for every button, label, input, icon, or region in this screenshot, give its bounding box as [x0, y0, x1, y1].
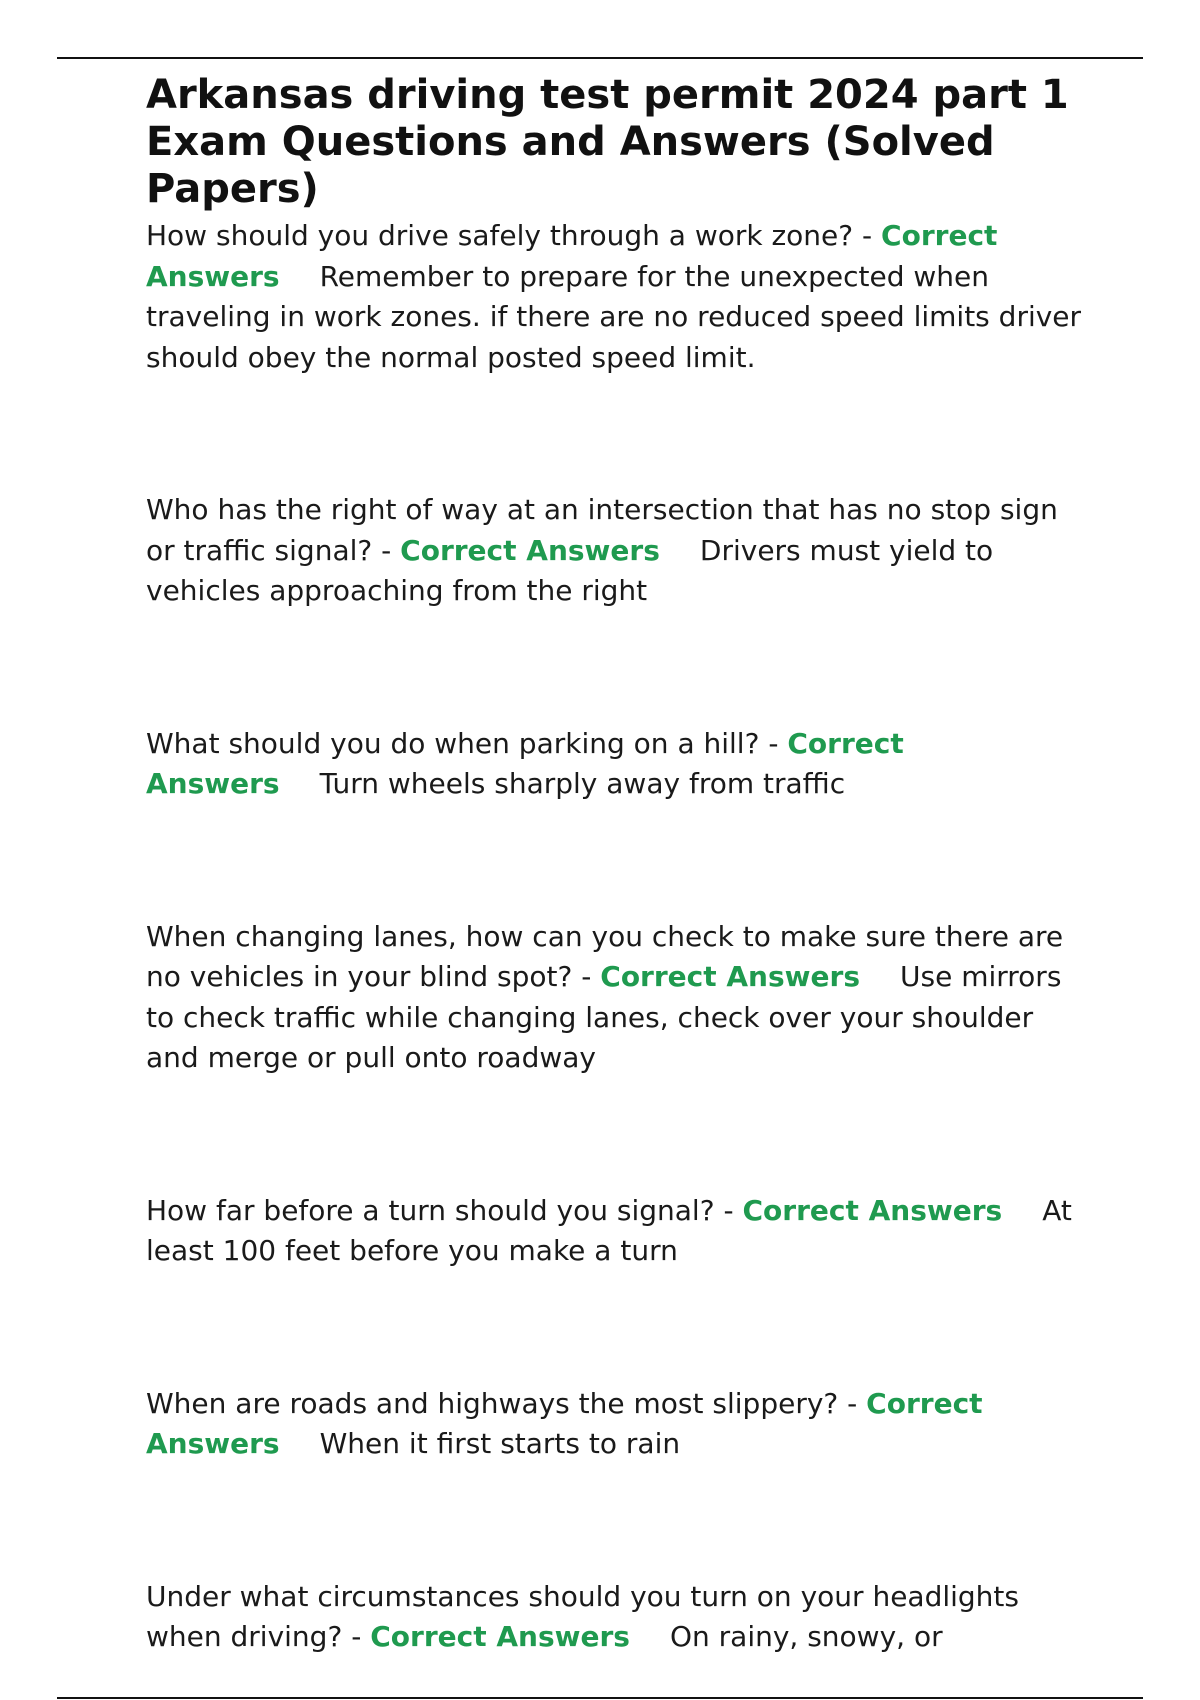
- question-text: Under what circumstances should you turn on your headlights when driving?: [146, 1579, 1019, 1653]
- document-body: [146, 72, 1091, 1658]
- answer-text: At least 100 feet before you make a turn: [146, 1193, 1072, 1267]
- answer-text: Turn wheels sharply away from traffic: [319, 767, 846, 800]
- separator: -: [759, 726, 788, 760]
- answer-label: Correct Answers: [146, 1386, 983, 1460]
- separator: -: [714, 1193, 743, 1227]
- separator: -: [572, 960, 601, 993]
- question-text: When changing lanes, how can you check to make sure there are no vehicles in your blind spot?: [146, 919, 1064, 993]
- question-text: How should you drive safely through a work zone?: [146, 219, 854, 252]
- answer-text: Drivers must yield to vehicles approaching from the right: [146, 533, 994, 607]
- question-text: When are roads and highways the most slippery?: [146, 1386, 839, 1420]
- qa-item: [146, 1384, 1091, 1465]
- answer-text: When it first starts to rain: [319, 1427, 681, 1460]
- answer-label: Correct Answers: [742, 1193, 1003, 1227]
- qa-item: [146, 1191, 1091, 1272]
- separator: -: [372, 533, 401, 567]
- separator: -: [853, 219, 882, 252]
- question-text: Who has the right of way at an intersection that has no stop sign or traffic signal?: [146, 493, 1058, 567]
- separator: -: [342, 1620, 371, 1653]
- answer-label: Correct Answers: [600, 960, 860, 993]
- qa-item: [146, 490, 1091, 612]
- top-rule: [57, 57, 1143, 59]
- question-text: How far before a turn should you signal?: [146, 1193, 715, 1227]
- answer-text: Remember to prepare for the unexpected when traveling in work zones. if there are no reduced speed limits driver should obey the normal posted speed limit.: [146, 259, 1082, 374]
- answer-label: Correct Answers: [400, 533, 660, 567]
- answer-label: Correct Answers: [146, 219, 998, 293]
- qa-item: [146, 1577, 1091, 1658]
- answer-text: Use mirrors to check traffic while changing lanes, check over your shoulder and merge or pull onto roadway: [146, 960, 1062, 1074]
- qa-item: [146, 216, 1091, 378]
- document-title: Arkansas driving test permit 2024 part 1 Exam Questions and Answers (Solved Papers): [146, 72, 1069, 212]
- qa-item: [146, 724, 1091, 805]
- separator: -: [838, 1386, 867, 1420]
- answer-label: Correct Answers: [370, 1620, 630, 1653]
- bottom-rule: [57, 1697, 1143, 1699]
- answer-text: On rainy, snowy, or: [669, 1620, 943, 1653]
- qa-item: [146, 917, 1091, 1079]
- question-text: What should you do when parking on a hill?: [146, 726, 760, 760]
- answer-label: Correct Answers: [146, 726, 904, 800]
